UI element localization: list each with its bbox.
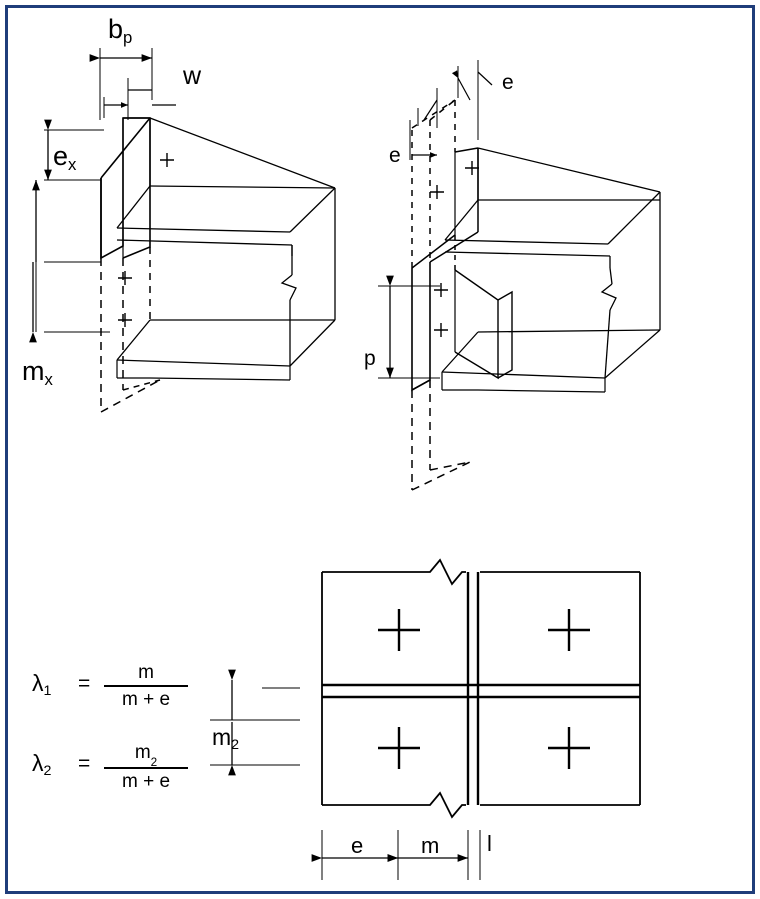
label-m2: $m_2$: [212, 724, 240, 753]
top-right-isometric: [412, 148, 660, 392]
equation-2-lhs: $\lambda_2$: [32, 750, 52, 779]
label-p: p: [364, 347, 376, 370]
equation-2-equals: =: [78, 752, 91, 775]
equation-1-numerator: m: [104, 662, 188, 687]
label-w: w: [183, 62, 202, 90]
top-left-dimension-lines: [33, 48, 176, 332]
top-left-isometric: [101, 118, 335, 380]
equation-1-denominator: m + e: [121, 689, 171, 710]
label-e-left: e: [389, 144, 401, 167]
equation-1-fraction: [104, 662, 188, 711]
equation-2-numerator: $m_2$: [104, 742, 188, 769]
equation-1-equals: =: [78, 672, 91, 695]
top-left-hidden-lines: [101, 247, 160, 412]
bottom-dimension-lines: [322, 830, 480, 880]
m2-dimension: [210, 680, 300, 765]
label-mx: $m_x$: [22, 356, 53, 389]
label-tick: l: [487, 831, 492, 856]
equation-2-fraction: [104, 742, 188, 793]
label-bp: $b_p$: [108, 14, 133, 47]
bottom-plan-view: [322, 560, 640, 817]
equation-2-denominator: m + e: [121, 770, 171, 792]
label-e-bottom: e: [351, 833, 364, 858]
label-ex: $e_x$: [53, 141, 77, 174]
bottom-bolt-marks: [378, 609, 590, 769]
label-e-top: e: [502, 71, 514, 94]
equation-1-lhs: $\lambda_1$: [32, 670, 52, 699]
label-m-bottom: m: [421, 833, 440, 858]
